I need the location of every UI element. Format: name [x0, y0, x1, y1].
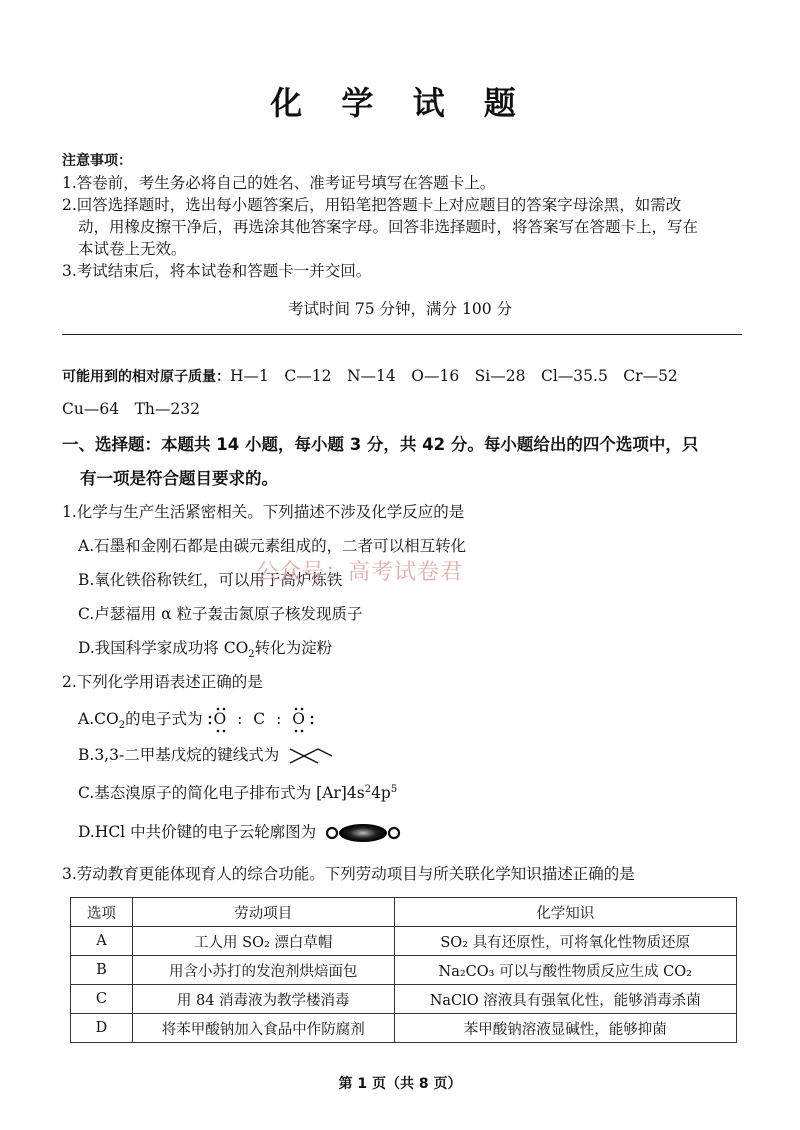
- table-cell: 将苯甲酸钠加入食品中作防腐剂: [132, 1014, 394, 1043]
- electron-formula-text: O : C : O: [213, 710, 308, 728]
- q2-c-sup1: 2: [364, 783, 372, 795]
- table-header: 化学知识: [394, 898, 737, 927]
- q2-c-pre: C.基态溴原子的简化电子排布式为 [Ar]4s: [78, 784, 365, 802]
- q1-option-c: C.卢瑟福用 α 粒子轰击氮原子核发现质子: [78, 605, 363, 623]
- q2-c-mid: 4p: [371, 784, 391, 802]
- notice-item-3: 3.考试结束后，将本试卷和答题卡一并交回。: [62, 262, 372, 280]
- q1-option-b: B.氧化铁俗称铁红，可以用于高炉炼铁: [78, 571, 343, 589]
- table-cell: 苯甲酸钠溶液显碱性，能够抑菌: [394, 1014, 737, 1043]
- divider: [62, 334, 742, 335]
- table-header-row: [71, 898, 737, 927]
- section-line1: 一、选择题：本题共 14 小题，每小题 3 分，共 42 分。每小题给出的四个选项中，只: [62, 435, 699, 454]
- table-cell: D: [71, 1014, 133, 1043]
- table-cell: Na₂CO₃ 可以与酸性物质反应生成 CO₂: [394, 956, 737, 985]
- labor-table: [70, 897, 737, 1043]
- q1-option-d: [78, 636, 758, 660]
- notice-item-1: 1.答卷前，考生务必将自己的姓名、准考证号填写在答题卡上。: [62, 174, 496, 192]
- notice-item-2-end: 本试卷上无效。: [78, 240, 187, 258]
- notice-item-2-cont: 动，用橡皮擦干净后，再选涂其他答案字母。回答非选择题时，将答案写在答题卡上，写在: [78, 218, 699, 236]
- table-cell: 工人用 SO₂ 漂白草帽: [132, 927, 394, 956]
- notice-item-2: 2.回答选择题时，选出每小题答案后，用铅笔把答题卡上对应题目的答案字母涂黑，如需改: [62, 196, 682, 214]
- lone-pair-dots-icon: [200, 707, 330, 733]
- q2-d-text: D.HCl 中共价键的电子云轮廓图为: [78, 823, 317, 841]
- table-row: [71, 1014, 737, 1043]
- watermark: 公众号：高考试卷君: [256, 560, 464, 585]
- table-cell: NaClO 溶液具有强氧化性，能够消毒杀菌: [394, 985, 737, 1014]
- electron-formula: [214, 710, 308, 728]
- table-cell: 用 84 消毒液为教学楼消毒: [132, 985, 394, 1014]
- q1-option-a: A.石墨和金刚石都是由碳元素组成的，二者可以相互转化: [78, 537, 467, 555]
- q2-a-sub: 2: [118, 720, 126, 732]
- section-line2: 有一项是符合题目要求的。: [80, 469, 278, 488]
- notice-block: [62, 150, 752, 282]
- table-cell: 用含小苏打的发泡剂烘焙面包: [132, 956, 394, 985]
- q1-d-post: 转化为淀粉: [254, 639, 333, 657]
- table-row: [71, 956, 737, 985]
- q1-stem: 1.化学与生产生活紧密相关。下列描述不涉及化学反应的是: [62, 503, 465, 521]
- q2-b-text: B.3,3-二甲基戊烷的键线式为: [78, 746, 280, 764]
- q2-stem: 2.下列化学用语表述正确的是: [62, 673, 263, 691]
- atomic-mass-block: [62, 360, 762, 425]
- atomic-mass-label: 可能用到的相对原子质量：: [62, 369, 230, 385]
- table-header: 选项: [71, 898, 133, 927]
- table-header: 劳动项目: [132, 898, 394, 927]
- q2-a-post: 的电子式为: [125, 710, 203, 728]
- table-row: [71, 927, 737, 956]
- page-title: 化 学 试 题: [270, 84, 530, 122]
- skeletal-formula-icon: [288, 745, 334, 767]
- q1-d-pre: D.我国科学家成功将 CO: [78, 639, 249, 657]
- q3-stem: 3.劳动教育更能体现育人的综合功能。下列劳动项目与所关联化学知识描述正确的是: [62, 865, 635, 883]
- q1-d-sub: 2: [248, 649, 255, 661]
- exam-time: 考试时间 75 分钟，满分 100 分: [287, 300, 513, 318]
- q2-c-sup2: 5: [390, 783, 398, 795]
- table-row: [71, 985, 737, 1014]
- table-cell: A: [71, 927, 133, 956]
- page-footer: 第 1 页（共 8 页）: [338, 1076, 462, 1092]
- electron-cloud-icon: [325, 822, 401, 844]
- table-cell: B: [71, 956, 133, 985]
- notice-heading: 注意事项：: [62, 153, 132, 169]
- section-heading: [62, 428, 762, 496]
- table-cell: C: [71, 985, 133, 1014]
- q2-option-b: [78, 743, 758, 767]
- q2-option-d: [78, 820, 758, 844]
- q2-option-a: [78, 707, 758, 731]
- q2-option-c: [78, 781, 758, 803]
- atomic-mass-line2: Cu—64 Th—232: [62, 400, 200, 418]
- table-cell: SO₂ 具有还原性，可将氧化性物质还原: [394, 927, 737, 956]
- atomic-mass-line1: H—1 C—12 N—14 O—16 Si—28 Cl—35.5 Cr—52: [230, 367, 678, 385]
- q2-a-pre: A.CO: [78, 710, 119, 728]
